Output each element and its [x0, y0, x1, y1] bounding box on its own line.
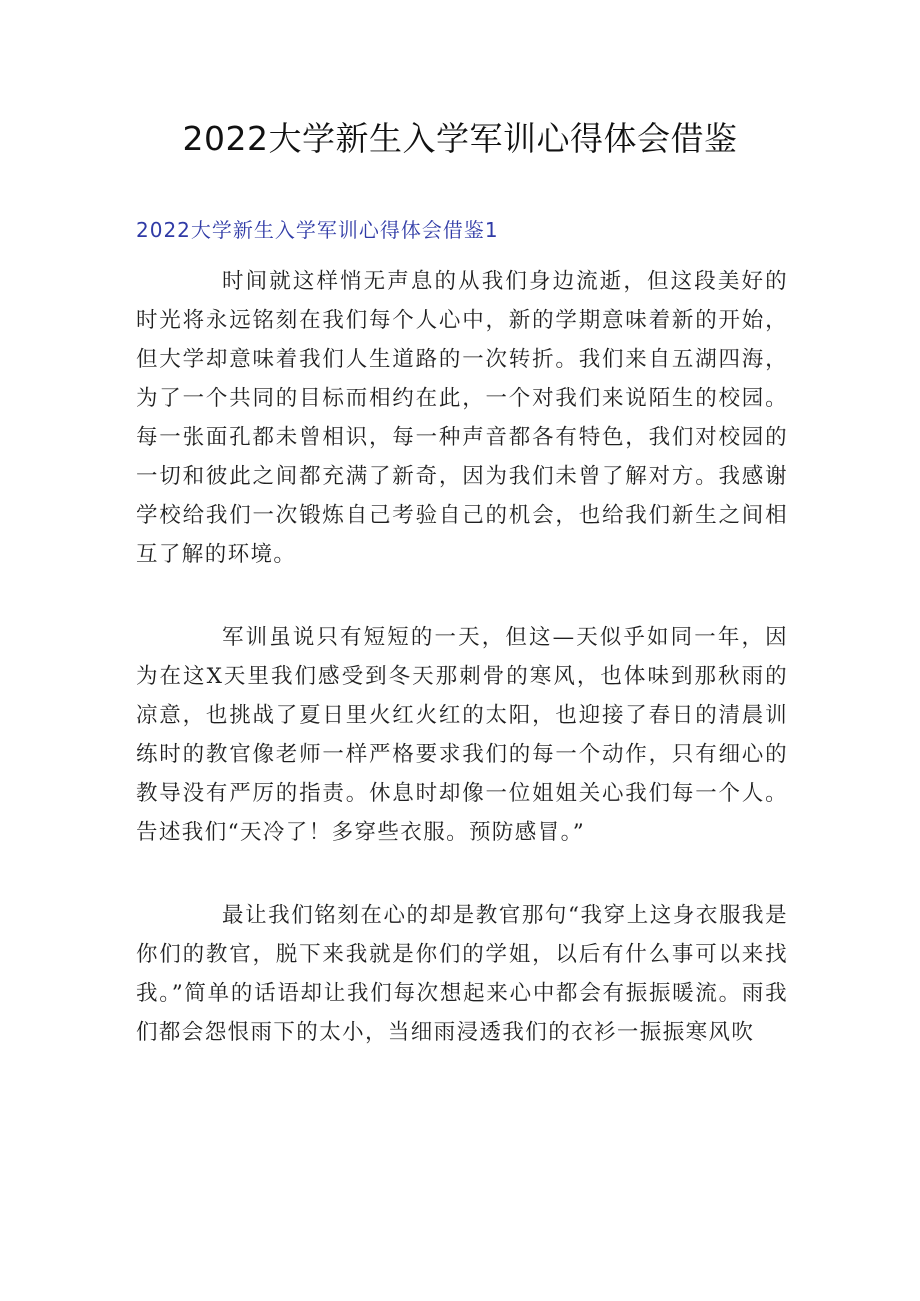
paragraph-1: 时间就这样悄无声息的从我们身边流逝，但这段美好的时光将永远铭刻在我们每个人心中，新的学期意味着新的开始，但大学却意味着我们人生道路的一次转折。我们来自五湖四海，为了一个共同的目标而相约在此，一个对我们来说陌生的校园。每一张面孔都未曾相识，每一种声音都各有特色，我们对校园的一切和彼此之间都充满了新奇，因为我们未曾了解对方。我感谢学校给我们一次锻炼自己考验自己的机会，也给我们新生之间相互了解的环境。: [136, 269, 788, 567]
paragraph-2: 军训虽说只有短短的一天，但这—天似乎如同一年，因为在这X天里我们感受到冬天那刺骨的寒风，也体味到那秋雨的凉意，也挑战了夏日里火红火红的太阳，也迎接了春日的清晨训练时的教官像老师一样严格要求我们的每一个动作，只有细心的教导没有严厉的指责。休息时却像一位姐姐关心我们每一个人。告述我们“天冷了！多穿些衣服。预防感冒。”: [136, 625, 788, 845]
section-heading: 2022大学新生入学军训心得体会借鉴1: [136, 218, 499, 242]
document-title: 2022大学新生入学军训心得体会借鉴: [182, 119, 738, 158]
document-body: [136, 262, 788, 1052]
paragraph-3: 最让我们铭刻在心的却是教官那句“我穿上这身衣服我是你们的教官，脱下来我就是你们的学姐，以后有什么事可以来找我。”简单的话语却让我们每次想起来心中都会有振振暖流。雨我们都会怨恨雨下的太小，当细雨浸透我们的衣衫一振振寒风吹: [136, 903, 788, 1045]
